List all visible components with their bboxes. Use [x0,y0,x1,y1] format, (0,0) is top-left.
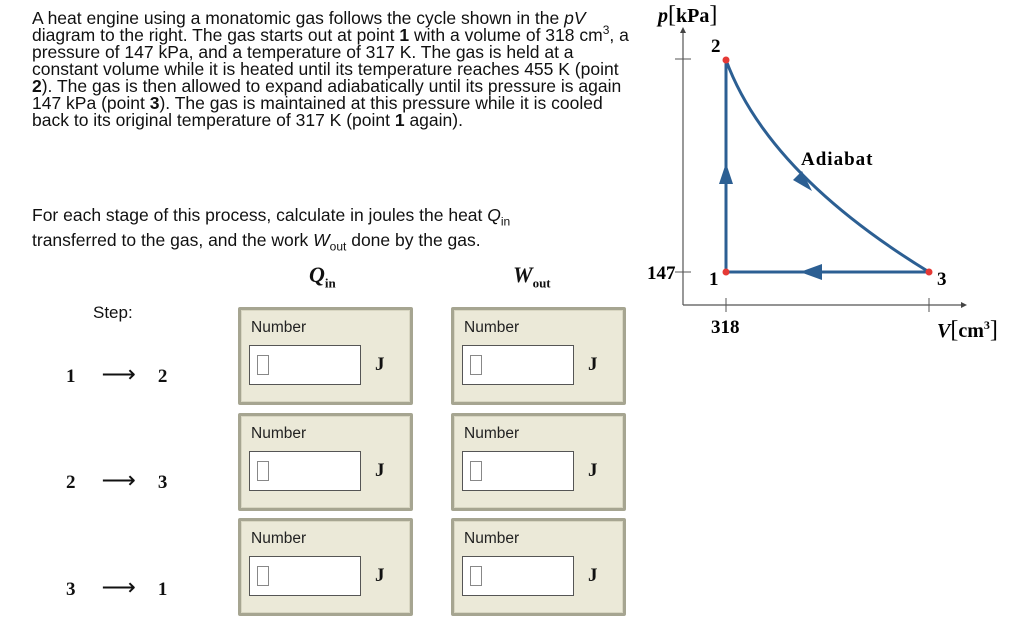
pv-diagram [644,0,1024,345]
q-in-2-3-box [238,413,413,511]
number-label: Number [251,319,307,336]
input-caret-icon [470,355,482,375]
arrow-up-icon [719,163,733,184]
w-out-1-2-box [451,307,626,405]
point-3 [926,269,933,276]
problem-paragraph-1: A heat engine using a monatomic gas follows the cycle shown in the pV diagram to the right. The gas starts out at point 1 with a volume of 318 $cm^3$, a pressure of 147 kPa, and a temperature of 317 K. The gas is held at a constant volume while it is heated until its temperature reaches 455 K (point 2). The gas is then allowed to expand adiabatically until its pressure is again 147 kPa (point 3). The gas is maintained at this pressure while it is cooled back to its original temperature of 317 K (point 1 again). [32,8,629,130]
input-caret-icon [257,355,269,375]
input-caret-icon [257,566,269,586]
q-in-2-3-input[interactable] [249,451,361,491]
number-label: Number [251,425,307,442]
step-row-3-1: 3 ⟶ 1 [66,575,168,601]
number-label: Number [464,319,520,336]
w-out-3-1-box [451,518,626,616]
w-out-1-2-input[interactable] [462,345,574,385]
x-axis-label: $V[cm^3]$ [937,317,998,343]
input-caret-icon [470,461,482,481]
q-in-header: $Q_{in}$ [309,262,336,291]
input-caret-icon [470,566,482,586]
unit-label: J [588,354,598,375]
x-tick-label-318: 318 [711,317,740,338]
w-out-header: $W_{out}$ [513,262,551,291]
unit-label: J [375,565,385,586]
q-in-1-2-input[interactable] [249,345,361,385]
point-2 [723,57,730,64]
step-label: Step: [93,303,133,322]
unit-label: J [375,354,385,375]
number-label: Number [464,425,520,442]
point-1 [723,269,730,276]
w-out-2-3-input[interactable] [462,451,574,491]
w-out-3-1-input[interactable] [462,556,574,596]
number-label: Number [464,530,520,547]
y-tick-label-147: 147 [647,263,676,284]
y-axis-label: p[kPa] [658,2,718,28]
q-in-3-1-input[interactable] [249,556,361,596]
arrow-left-icon [800,264,822,280]
problem-statement [32,8,642,254]
number-label: Number [251,530,307,547]
adiabat-label: Adiabat [801,149,874,170]
unit-label: J [588,460,598,481]
point-label-2: 2 [711,36,721,57]
unit-label: J [588,565,598,586]
step-row-1-2: 1 ⟶ 2 [66,362,168,388]
point-label-3: 3 [937,269,947,290]
point-label-1: 1 [709,269,719,290]
q-in-1-2-box [238,307,413,405]
input-caret-icon [257,461,269,481]
w-out-2-3-box [451,413,626,511]
problem-paragraph-2: For each stage of this process, calculate in joules the heat $Q_{in}$ transferred to the gas, and the work $W_{out}$ done by the gas. [32,205,511,254]
q-in-3-1-box [238,518,413,616]
unit-label: J [375,460,385,481]
step-row-2-3: 2 ⟶ 3 [66,468,168,494]
